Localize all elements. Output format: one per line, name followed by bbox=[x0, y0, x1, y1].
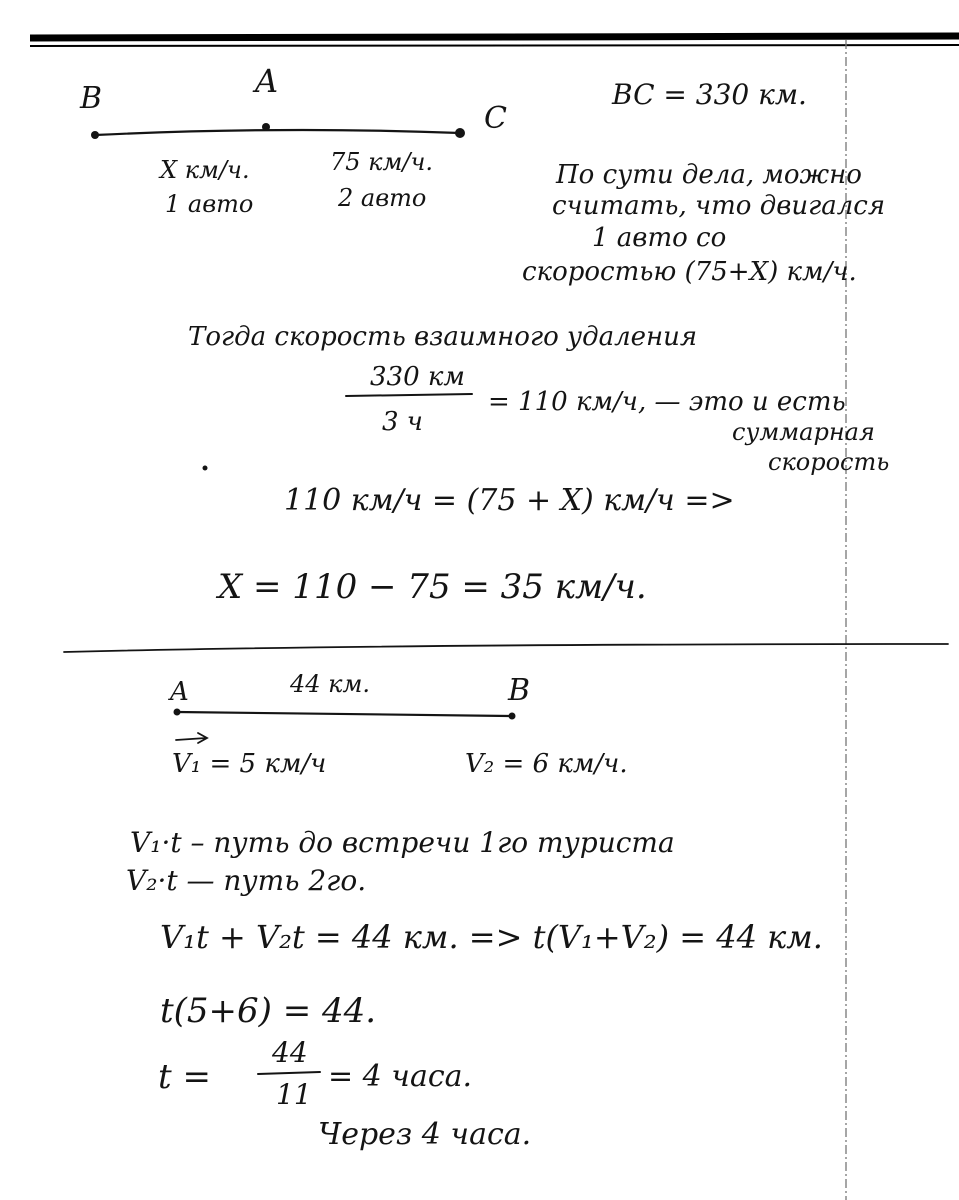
top-border-thin-line bbox=[30, 45, 959, 46]
final-answer: Через 4 часа. bbox=[318, 1117, 532, 1152]
distance-ab: 44 км. bbox=[290, 670, 371, 698]
point-a-label: A bbox=[255, 62, 279, 100]
fraction-numerator: 330 км bbox=[370, 362, 465, 392]
point-b-label-2: B bbox=[508, 673, 531, 708]
t-numerator: 44 bbox=[272, 1036, 308, 1069]
point-a-label-2: A bbox=[170, 677, 189, 707]
time-fraction bbox=[158, 1036, 472, 1111]
car1-speed: X км/ч. bbox=[160, 156, 250, 184]
solution-line-1: V₁·t – путь до встречи 1го туриста bbox=[130, 826, 675, 859]
point-b2-dot bbox=[509, 713, 516, 720]
t-result: = 4 часа. bbox=[328, 1059, 473, 1094]
note-line-4: скоростью (75+X) км/ч. bbox=[522, 257, 857, 287]
note-line-3: 1 авто со bbox=[592, 223, 727, 253]
equation-line: 110 км/ч = (75 + X) км/ч => bbox=[284, 483, 735, 518]
car1-label: 1 авто bbox=[165, 190, 254, 218]
v1-label: V₁ = 5 км/ч bbox=[172, 749, 327, 779]
sum-line-2: скорость bbox=[768, 448, 890, 476]
problem-1 bbox=[79, 62, 889, 607]
point-b-dot bbox=[91, 131, 99, 139]
fraction-denominator: 3 ч bbox=[382, 407, 423, 437]
answer-line: X = 110 − 75 = 35 км/ч. bbox=[218, 567, 647, 607]
solution-line-3: V₁t + V₂t = 44 км. => t(V₁+V₂) = 44 км. bbox=[160, 918, 823, 956]
sum-line-1: суммарная bbox=[732, 418, 875, 446]
point-a-dot bbox=[262, 123, 270, 131]
point-a2-dot bbox=[174, 709, 181, 716]
t-label: t = bbox=[158, 1057, 211, 1097]
distance-bc: BC = 330 км. bbox=[612, 78, 807, 111]
relative-speed-fraction bbox=[346, 362, 889, 476]
point-c-label: C bbox=[484, 101, 507, 136]
stray-dot bbox=[203, 466, 208, 471]
t-denominator: 11 bbox=[276, 1078, 312, 1111]
car2-speed: 75 км/ч. bbox=[330, 148, 434, 176]
note-line-2: считать, что двигался bbox=[552, 191, 886, 221]
point-b-label: B bbox=[80, 81, 103, 116]
problem-2 bbox=[126, 670, 823, 1152]
problems-divider bbox=[64, 644, 948, 652]
segment-ab-diagram bbox=[168, 670, 628, 779]
v2-label: V₂ = 6 км/ч. bbox=[465, 749, 628, 779]
segment-bc-diagram bbox=[79, 62, 507, 218]
solution-line-4: t(5+6) = 44. bbox=[160, 991, 377, 1031]
v1-vector-arrow bbox=[176, 733, 207, 743]
top-border-line bbox=[30, 36, 959, 38]
point-c-dot bbox=[455, 128, 465, 138]
car2-label: 2 авто bbox=[338, 184, 427, 212]
fraction-result: = 110 км/ч, — это и есть bbox=[488, 387, 846, 417]
relative-speed-line: Тогда скорость взаимного удаления bbox=[188, 322, 698, 352]
solution-line-2: V₂·t — путь 2го. bbox=[126, 864, 367, 897]
note-line-1: По сути дела, можно bbox=[556, 160, 862, 190]
